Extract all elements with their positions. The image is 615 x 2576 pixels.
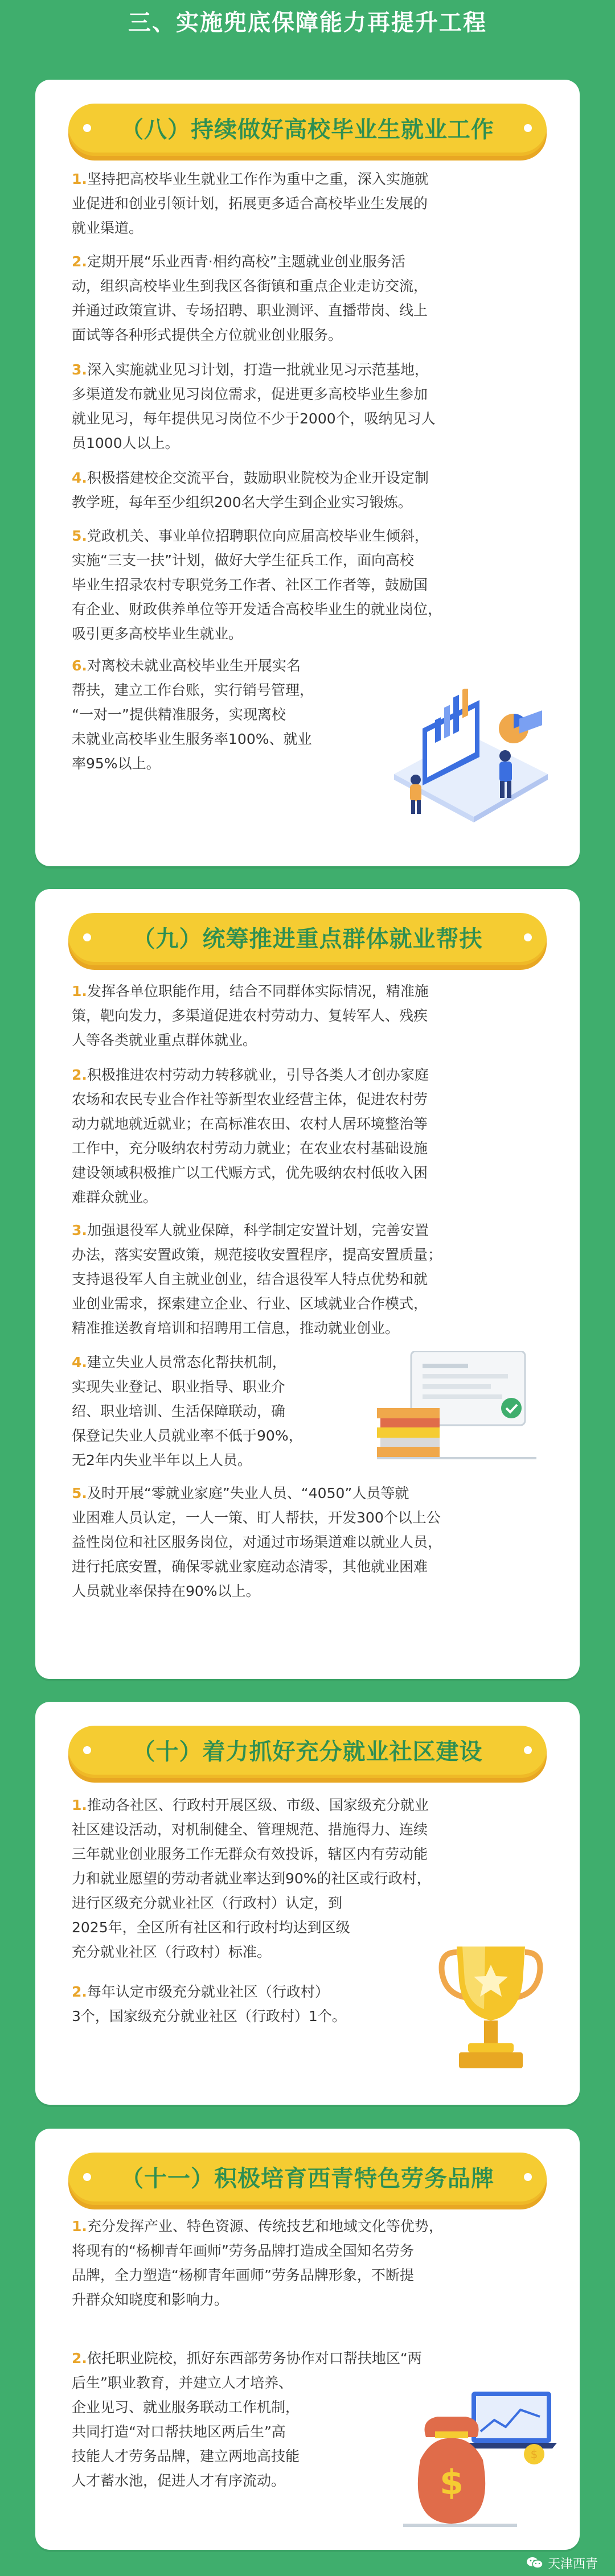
item-line: 就业见习，每年提供见习岗位不少于2000个，吸纳见习人 xyxy=(72,410,436,427)
item-line: 支持退役军人自主就业创业，结合退役军人特点优势和就 xyxy=(72,1271,428,1287)
item-line: 精准推送教育培训和招聘用工信息，推动就业创业。 xyxy=(72,1320,400,1336)
document-stack-illustration xyxy=(377,1351,542,1465)
item-line: 率95%以上。 xyxy=(72,755,161,772)
item-line: 建设领域积极推广以工代赈方式，优先吸纳农村低收入困 xyxy=(72,1164,428,1181)
list-item xyxy=(72,1350,303,1472)
item-line: 人等各类就业重点群体就业。 xyxy=(72,1032,257,1048)
item-line: 进行区级充分就业社区（行政村）认定，到 xyxy=(72,1895,343,1911)
item-line: 推动各社区、行政村开展区级、市级、国家级充分就业 xyxy=(87,1797,429,1813)
item-line: 难群众就业。 xyxy=(72,1189,158,1205)
list-item xyxy=(72,653,314,776)
item-line: 吸引更多高校毕业生就业。 xyxy=(72,626,243,642)
svg-text:$: $ xyxy=(530,2447,538,2461)
item-line: 动力就地就近就业；在高标准农田、农村人居环境整治等 xyxy=(72,1116,428,1132)
section-title: （十一）积极培育西青特色劳务品牌 xyxy=(121,2166,494,2192)
item-number: 2. xyxy=(72,1984,87,2000)
list-item xyxy=(72,1481,442,1603)
item-number: 2. xyxy=(72,2350,87,2367)
item-number: 1. xyxy=(72,983,87,999)
item-number: 2. xyxy=(72,253,87,270)
wechat-icon xyxy=(526,2556,543,2570)
list-item xyxy=(72,1980,346,2028)
item-line: 2025年，全区所有社区和行政村均达到区级 xyxy=(72,1919,350,1936)
section-title-badge xyxy=(68,2153,547,2205)
item-line: 策，靶向发力，多渠道促进农村劳动力、复转军人、残疾 xyxy=(72,1007,428,1024)
section-title: （九）统筹推进重点群体就业帮扶 xyxy=(132,926,483,952)
item-line: 对离校未就业高校毕业生开展实名 xyxy=(87,657,301,674)
item-line: 企业见习、就业服务联动工作机制， xyxy=(72,2399,300,2415)
section-title-badge xyxy=(68,104,547,156)
section-title: （八）持续做好高校毕业生就业工作 xyxy=(121,117,494,143)
footer-brand-label: 天津西青 xyxy=(547,2557,598,2571)
item-line: 业困难人员认定，一人一策、盯人帮扶，开发300个以上公 xyxy=(72,1509,441,1526)
item-line: 工作中，充分吸纳农村劳动力就业；在农业农村基础设施 xyxy=(72,1140,428,1157)
list-item xyxy=(72,2346,422,2493)
item-line: 发挥各单位职能作用，结合不同群体实际情况，精准施 xyxy=(87,983,429,999)
item-line: 积极搭建校企交流平台，鼓励职业院校为企业开设定制 xyxy=(87,470,429,486)
item-line: 实施“三支一扶”计划，做好大学生征兵工作，面向高校 xyxy=(72,552,414,569)
list-item xyxy=(72,1218,442,1340)
item-line: 3个，国家级充分就业社区（行政村）1个。 xyxy=(72,2008,346,2024)
item-line: 绍、职业培训、生活保障联动，确 xyxy=(72,1403,286,1419)
item-line: 坚持把高校毕业生就业工作作为重中之重，深入实施就 xyxy=(87,171,429,187)
list-item xyxy=(72,979,429,1052)
section-card-8 xyxy=(35,80,580,866)
item-line: 无2年内失业半年以上人员。 xyxy=(72,1452,252,1468)
item-line: 深入实施就业见习计划，打造一批就业见习示范基地， xyxy=(87,361,429,378)
money-bag-laptop-illustration xyxy=(403,2375,557,2534)
item-number: 3. xyxy=(72,1222,87,1238)
section-title-badge xyxy=(68,913,547,965)
item-line: 及时开展“零就业家庭”失业人员、“4050”人员等就 xyxy=(87,1485,409,1501)
list-item xyxy=(72,1063,429,1209)
item-line: 充分就业社区（行政村）标准。 xyxy=(72,1944,272,1960)
section-title: （十）着力抓好充分就业社区建设 xyxy=(132,1739,483,1765)
item-line: 加强退役军人就业保障，科学制定安置计划，完善安置 xyxy=(87,1222,429,1238)
item-number: 1. xyxy=(72,1797,87,1813)
item-line: 将现有的“杨柳青年画师”劳务品牌打造成全国知名劳务 xyxy=(72,2242,414,2259)
item-line: 共同打造“对口帮扶地区两后生”高 xyxy=(72,2423,286,2440)
item-line: 三年就业创业服务工作无群众有效投诉，辖区内有劳动能 xyxy=(72,1846,428,1862)
item-number: 5. xyxy=(72,528,87,544)
list-item xyxy=(72,1793,431,1964)
dashboard-people-illustration xyxy=(383,689,554,825)
list-item xyxy=(72,2214,443,2312)
item-line: 有企业、财政供养单位等开发适合高校毕业生的就业岗位， xyxy=(72,601,442,618)
item-line: 定期开展“乐业西青·相约高校”主题就业创业服务活 xyxy=(87,253,405,270)
item-number: 2. xyxy=(72,1067,87,1083)
section-card-10 xyxy=(35,1702,580,2105)
item-line: 充分发挥产业、特色资源、传统技艺和地域文化等优势， xyxy=(87,2218,443,2235)
item-line: 未就业高校毕业生服务率100%、就业 xyxy=(72,731,312,747)
list-item xyxy=(72,249,428,347)
item-line: 益性岗位和社区服务岗位，对通过市场渠道难以就业人员， xyxy=(72,1534,442,1550)
item-line: 动，组织高校毕业生到我区各街镇和重点企业走访交流， xyxy=(72,278,428,294)
item-line: 业促进和创业引领计划，拓展更多适合高校毕业生发展的 xyxy=(72,195,428,212)
item-line: 办法，落实安置政策，规范接收安置程序，提高安置质量； xyxy=(72,1246,442,1263)
list-item xyxy=(72,466,429,515)
item-line: 积极推进农村劳动力转移就业，引导各类人才创办家庭 xyxy=(87,1067,429,1083)
item-line: “一对一”提供精准服务，实现离校 xyxy=(72,706,286,723)
list-item xyxy=(72,524,442,646)
item-line: 实现失业登记、职业指导、职业介 xyxy=(72,1378,286,1395)
item-line: 依托职业院校，抓好东西部劳务协作对口帮扶地区“两 xyxy=(87,2350,422,2367)
section-title-badge xyxy=(68,1726,547,1778)
item-line: 升群众知晓度和影响力。 xyxy=(72,2291,229,2308)
item-line: 社区建设活动，对机制健全、管理规范、措施得力、连续 xyxy=(72,1821,428,1838)
list-item xyxy=(72,357,436,455)
item-line: 技能人才劳务品牌，建立两地高技能 xyxy=(72,2448,300,2464)
item-line: 保登记失业人员就业率不低于90%， xyxy=(72,1427,303,1444)
item-line: 农场和农民专业合作社等新型农业经营主体，促进农村劳 xyxy=(72,1091,428,1108)
item-line: 进行托底安置，确保零就业家庭动态清零，其他就业困难 xyxy=(72,1558,428,1575)
footer-brand xyxy=(526,2554,598,2571)
section-card-9 xyxy=(35,889,580,1679)
item-line: 人才蓄水池，促进人才有序流动。 xyxy=(72,2472,286,2489)
trophy-illustration xyxy=(434,1941,548,2077)
list-item xyxy=(72,167,429,240)
item-number: 4. xyxy=(72,1354,87,1371)
item-number: 1. xyxy=(72,171,87,187)
page-title: 三、实施兜底保障能力再提升工程 xyxy=(128,10,487,36)
item-number: 1. xyxy=(72,2218,87,2235)
item-line: 力和就业愿望的劳动者就业率达到90%的社区或行政村， xyxy=(72,1870,431,1887)
item-line: 多渠道发布就业见习岗位需求，促进更多高校毕业生参加 xyxy=(72,386,428,402)
item-line: 品牌，全力塑造“杨柳青年画师”劳务品牌形象，不断提 xyxy=(72,2267,414,2283)
item-line: 员1000人以上。 xyxy=(72,435,179,451)
item-line: 就业渠道。 xyxy=(72,220,144,236)
item-number: 4. xyxy=(72,470,87,486)
section-card-11 xyxy=(35,2129,580,2550)
item-line: 业创业需求，探索建立企业、行业、区域就业合作模式， xyxy=(72,1295,428,1312)
item-number: 6. xyxy=(72,657,87,674)
item-line: 建立失业人员常态化帮扶机制， xyxy=(87,1354,286,1371)
item-line: 后生”职业教育，并建立人才培养、 xyxy=(72,2375,293,2391)
item-line: 毕业生招录农村专职党务工作者、社区工作者等，鼓励国 xyxy=(72,577,428,593)
item-line: 人员就业率保持在90%以上。 xyxy=(72,1583,260,1599)
item-line: 教学班，每年至少组织200名大学生到企业实习锻炼。 xyxy=(72,494,412,511)
item-number: 5. xyxy=(72,1485,87,1501)
svg-text:$: $ xyxy=(440,2463,464,2503)
item-line: 面试等各种形式提供全方位就业创业服务。 xyxy=(72,327,343,343)
item-line: 并通过政策宣讲、专场招聘、职业测评、直播带岗、线上 xyxy=(72,302,428,319)
item-number: 3. xyxy=(72,361,87,378)
item-line: 党政机关、事业单位招聘职位向应届高校毕业生倾斜， xyxy=(87,528,429,544)
item-line: 每年认定市级充分就业社区（行政村） xyxy=(87,1984,329,2000)
item-line: 帮扶，建立工作台账，实行销号管理， xyxy=(72,682,314,698)
